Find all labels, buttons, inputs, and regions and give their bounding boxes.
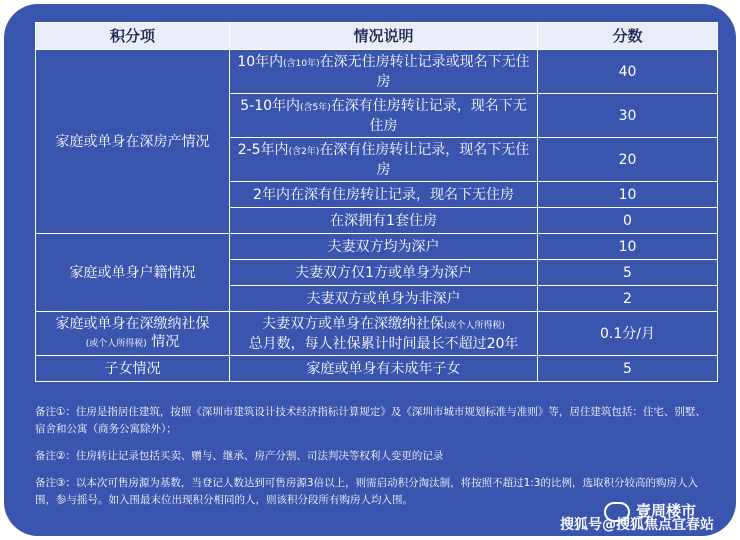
description-cell: 5-10年内(含5年)在深有住房转让记录，现名下无住房 bbox=[230, 94, 538, 138]
description-cell: 2年内在深有住房转让记录，现名下无住房 bbox=[230, 182, 538, 208]
score-cell: 30 bbox=[538, 94, 718, 138]
note-2: 备注②：住房转让记录包括买卖、赠与、继承、房产分割、司法判决等权利人变更的记录 bbox=[35, 450, 444, 462]
score-cell: 40 bbox=[538, 50, 718, 94]
score-cell: 5 bbox=[538, 260, 718, 286]
header-description: 情况说明 bbox=[230, 23, 538, 50]
score-cell: 0.1分/月 bbox=[538, 312, 718, 356]
table-row bbox=[36, 312, 718, 356]
score-cell: 2 bbox=[538, 286, 718, 312]
points-table bbox=[35, 22, 718, 382]
score-cell: 5 bbox=[538, 356, 718, 382]
description-cell: 10年内(含10年)在深无住房转让记录或现名下无住房 bbox=[230, 50, 538, 94]
watermark: 搜狐号@搜狐焦点宜春站 bbox=[560, 517, 714, 533]
description-cell: 夫妻双方均为深户 bbox=[230, 234, 538, 260]
header-score: 分数 bbox=[538, 23, 718, 50]
category-social-insurance: 家庭或单身在深缴纳社保 (或个人所得税) 情况 bbox=[36, 312, 230, 356]
table-row bbox=[36, 50, 718, 94]
score-cell: 10 bbox=[538, 182, 718, 208]
note-1: 备注①：住房是指居住建筑，按照《深圳市建筑设计技术经济指标计算规定》及《深圳市城市规划标准与准则》等，居住建筑包括：住宅、别墅、宿舍和公寓（商务公寓除外）； bbox=[35, 406, 706, 435]
note-3: 备注③：以本次可售房源为基数，当登记人数达到可售房源3倍以上，则需启动积分淘汰制，将按照不超过1:3的比例，选取积分较高的购房人入围，参与摇号。如入围最末位出现积分相同的人，则该积分段所有购房人均入围。 bbox=[35, 477, 698, 506]
description-cell: 2-5年内(含2年)在深有住房转让记录，现名下无住房 bbox=[230, 138, 538, 182]
score-cell: 0 bbox=[538, 208, 718, 234]
score-cell: 10 bbox=[538, 234, 718, 260]
description-cell: 家庭或单身有未成年子女 bbox=[230, 356, 538, 382]
description-cell: 在深拥有1套住房 bbox=[230, 208, 538, 234]
category-hukou: 家庭或单身户籍情况 bbox=[36, 234, 230, 312]
header-item: 积分项 bbox=[36, 23, 230, 50]
brand-name: 壹周楼市 bbox=[636, 502, 697, 520]
category-children: 子女情况 bbox=[36, 356, 230, 382]
description-cell: 夫妻双方或单身在深缴纳社保(或个人所得税) 总月数，每人社保累计时间最长不超过20年 bbox=[230, 312, 538, 356]
table-row bbox=[36, 356, 718, 382]
description-cell: 夫妻双方或单身为非深户 bbox=[230, 286, 538, 312]
table-header-row bbox=[36, 23, 718, 50]
table-row bbox=[36, 234, 718, 260]
score-cell: 20 bbox=[538, 138, 718, 182]
category-property: 家庭或单身在深房产情况 bbox=[36, 50, 230, 234]
description-cell: 夫妻双方仅1方或单身为深户 bbox=[230, 260, 538, 286]
